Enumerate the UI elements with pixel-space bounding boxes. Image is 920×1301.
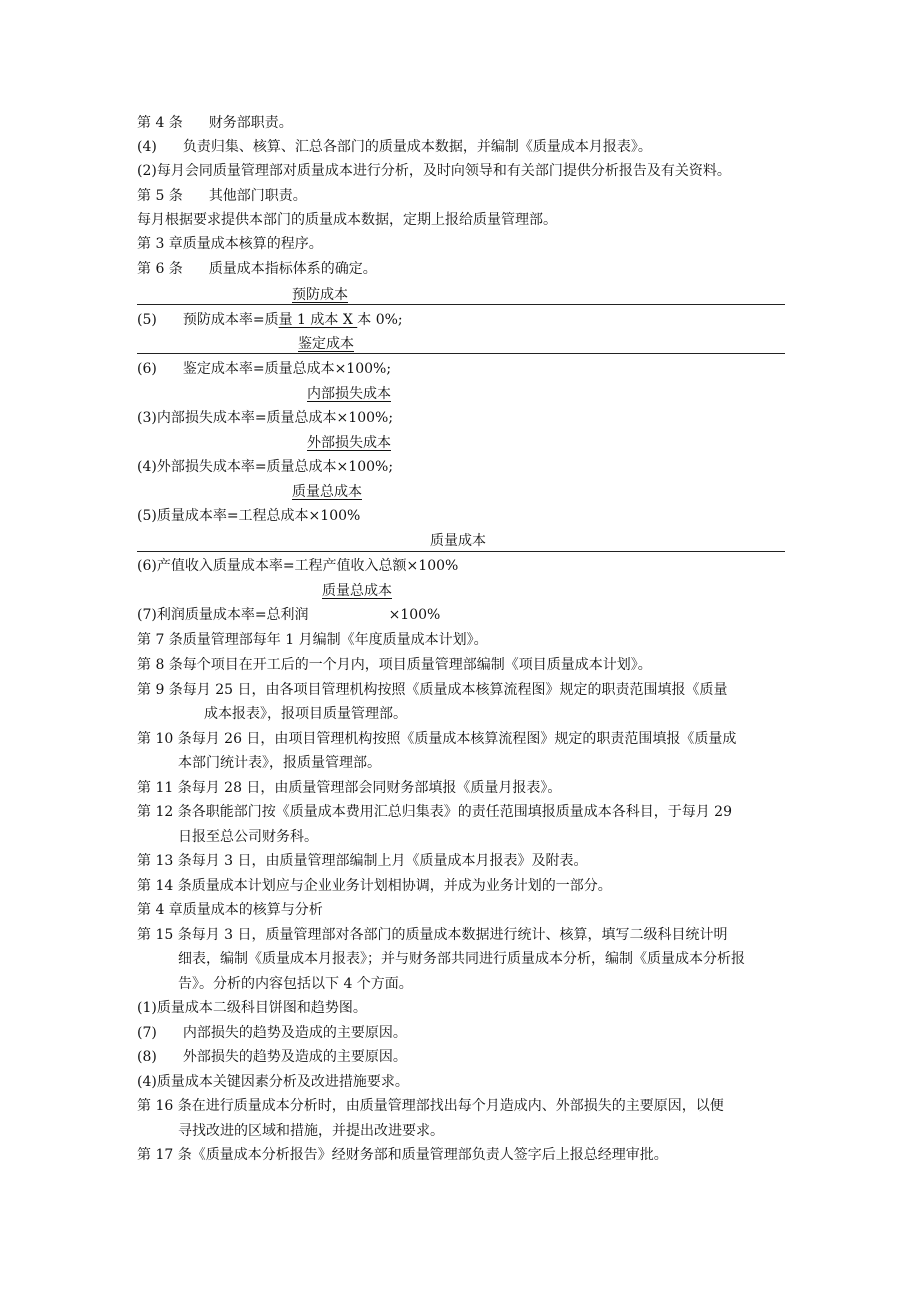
- formula-3: (3)内部损失成本率=质量总成本×100%;: [137, 410, 394, 426]
- article-5-text: 每月根据要求提供本部门的质量成本数据，定期上报给质量管理部。: [137, 212, 557, 228]
- formula-4: (4)外部损失成本率=质量总成本×100%;: [137, 459, 394, 475]
- article-12-line-1: 第 12 条各职能部门按《质量成本费用汇总归集表》的责任范围填报质量成本各科目，于每月 29: [137, 804, 732, 820]
- article-6-heading: 第 6 条 质量成本指标体系的确定。: [137, 261, 377, 277]
- fraction-rule: [137, 551, 785, 552]
- article-11: 第 11 条每月 28 日，由质量管理部会同财务部填报《质量月报表》。: [137, 780, 562, 796]
- article-12-line-2: 日报至总公司财务科。: [178, 829, 318, 845]
- fraction-rule: [137, 353, 785, 354]
- article-15-line-3: 告》。分析的内容包括以下 4 个方面。: [178, 976, 413, 992]
- article-7: 第 7 条质量管理部每年 1 月编制《年度质量成本计划》。: [137, 632, 488, 648]
- article-14: 第 14 条质量成本计划应与企业业务计划相协调，并成为业务计划的一部分。: [137, 878, 612, 894]
- article-15-line-1: 第 15 条每月 3 日，质量管理部对各部门的质量成本数据进行统计、核算，填写二级科目统计明: [137, 927, 728, 943]
- article-9-line-2: 成本报表》，报项目质量管理部。: [204, 706, 407, 722]
- article-5-heading: 第 5 条 其他部门职责。: [137, 188, 307, 204]
- article-8: 第 8 条每个项目在开工后的一个月内，项目质量管理部编制《项目质量成本计划》。: [137, 657, 652, 673]
- article-15-item-3: (8) 外部损失的趋势及造成的主要原因。: [137, 1049, 407, 1065]
- fraction-rule: [137, 304, 785, 305]
- chapter-4-heading: 第 4 章质量成本的核算与分析: [137, 902, 323, 918]
- formula-1-numerator: 预防成本: [292, 287, 348, 303]
- formula-2: (6) 鉴定成本率=质量总成本×100%;: [137, 361, 392, 377]
- formula-5-numerator: 质量总成本: [292, 484, 362, 500]
- formula-1: (5) 预防成本率=质量 1 成本 X 本 0%;: [137, 312, 403, 328]
- article-15-item-1: (1)质量成本二级科目饼图和趋势图。: [137, 1000, 367, 1016]
- formula-7: (7)利润质量成本率=总利润 ×100%: [137, 607, 441, 623]
- article-10-line-1: 第 10 条每月 26 日，由项目管理机构按照《质量成本核算流程图》规定的职责范围填报《质量成: [137, 731, 737, 747]
- formula-6-numerator: 质量成本: [430, 533, 486, 549]
- formula-3-numerator: 内部损失成本: [307, 386, 391, 402]
- article-15-item-4: (4)质量成本关键因素分析及改进措施要求。: [137, 1074, 409, 1090]
- formula-5: (5)质量成本率=工程总成本×100%: [137, 508, 361, 524]
- article-15-item-2: (7) 内部损失的趋势及造成的主要原因。: [137, 1025, 407, 1041]
- formula-7-numerator: 质量总成本: [322, 583, 392, 599]
- article-4-item-1: (4) 负责归集、核算、汇总各部门的质量成本数据，并编制《质量成本月报表》。: [137, 139, 652, 155]
- article-9-line-1: 第 9 条每月 25 日，由各项目管理机构按照《质量成本核算流程图》规定的职责范围填报《质量: [137, 682, 728, 698]
- article-16-line-2: 寻找改进的区域和措施，并提出改进要求。: [178, 1123, 444, 1139]
- formula-4-numerator: 外部损失成本: [307, 435, 391, 451]
- article-15-line-2: 细表，编制《质量成本月报表》；并与财务部共同进行质量成本分析，编制《质量成本分析报: [178, 951, 745, 967]
- formula-2-numerator: 鉴定成本: [298, 336, 354, 352]
- article-13: 第 13 条每月 3 日，由质量管理部编制上月《质量成本月报表》及附表。: [137, 853, 588, 869]
- article-4-item-2: (2)每月会同质量管理部对质量成本进行分析，及时向领导和有关部门提供分析报告及有关资料。: [137, 163, 731, 179]
- article-4-heading: 第 4 条 财务部职责。: [137, 115, 293, 131]
- chapter-3-heading: 第 3 章质量成本核算的程序。: [137, 236, 323, 252]
- article-17: 第 17 条《质量成本分析报告》经财务部和质量管理部负责人签字后上报总经理审批。: [137, 1147, 668, 1163]
- article-10-line-2: 本部门统计表》，报质量管理部。: [178, 755, 381, 771]
- formula-6: (6)产值收入质量成本率=工程产值收入总额×100%: [137, 558, 459, 574]
- article-16-line-1: 第 16 条在进行质量成本分析时，由质量管理部找出每个月造成内、外部损失的主要原因，以便: [137, 1098, 724, 1114]
